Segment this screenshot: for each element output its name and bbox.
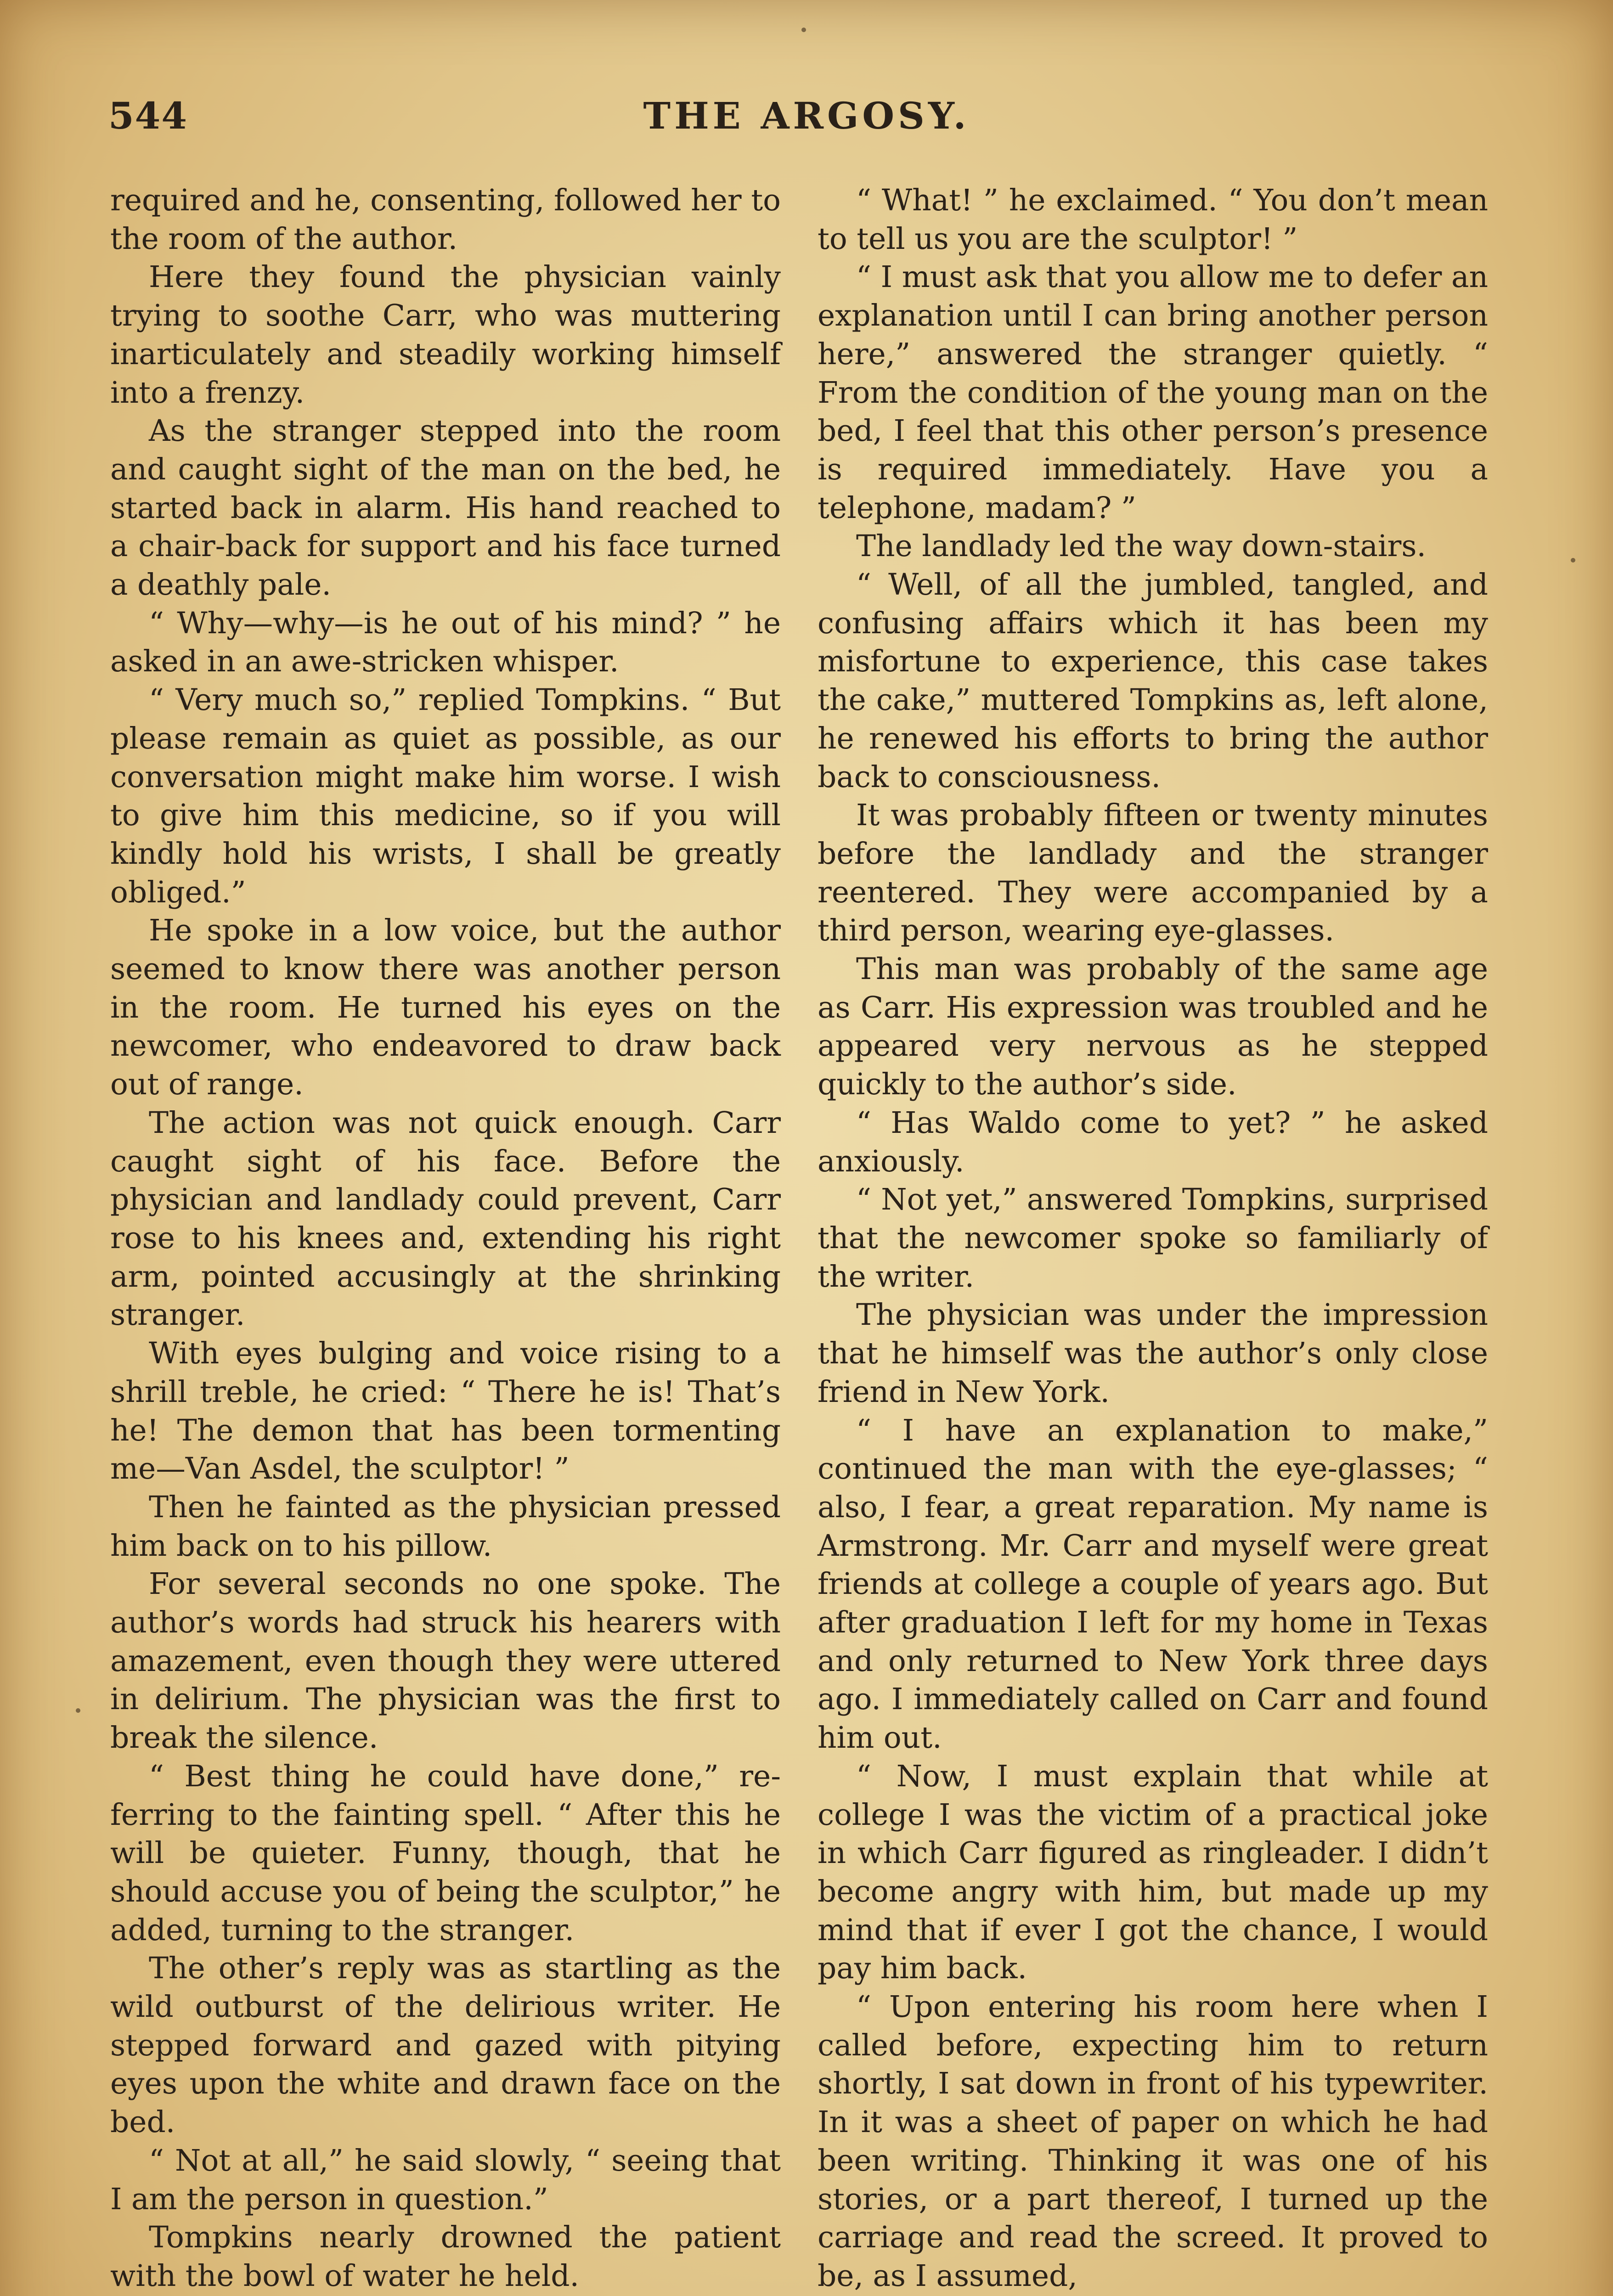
paragraph: Tompkins nearly drowned the patient with the bowl of water he held. [110, 2220, 781, 2293]
paragraph: “ What! ” he exclaimed. “ You don’t mean to tell us you are the sculptor! ” [818, 183, 1488, 256]
paragraph: “ Upon entering his room here when I called before, expecting him to return shortly, I sat down in front of his typewriter. In it was a sheet of paper on which he had been writing. Thinking it was one of his stories, or a part thereof, I turned up the carriage and read the screed. It proved to be, as I assumed, [818, 1990, 1488, 2293]
page-header [108, 94, 1505, 149]
paragraph: “ I have an explanation to make,” continued the man with the eye-glasses; “ also, I fear, a great reparation. My name is Armstrong. Mr. Carr and myself were great friends at college a couple of years ago. But after graduation I left for my home in Texas and only returned to New York three days ago. I immediately called on Carr and found him out. [818, 1413, 1488, 1756]
paragraph: required and he, consenting, followed her to the room of the author. [110, 183, 781, 256]
paragraph: “ Very much so,” replied Tompkins. “ But please remain as quiet as possible, as our conversation might make him worse. I wish to give him this medicine, so if you will kindly hold his wrists, I shall be greatly obliged.” [110, 683, 781, 910]
paper-fleck [76, 1708, 80, 1713]
paragraph: Here they found the physician vainly trying to soothe Carr, who was muttering inarticulately and steadily working himself into a frenzy. [110, 260, 781, 410]
paper-fleck [1571, 558, 1575, 563]
paragraph: This man was probably of the same age as Carr. His expression was troubled and he appeared very nervous as he stepped quickly to the author’s side. [818, 952, 1488, 1102]
paragraph: “ Well, of all the jumbled, tangled, and confusing affairs which it has been my misfortune to experience, this case takes the cake,” muttered Tompkins as, left alone, he renewed his efforts to bring the author back to consciousness. [818, 568, 1488, 794]
paragraph: “ Has Waldo come to yet? ” he asked anxiously. [818, 1105, 1488, 1179]
paragraph: Then he fainted as the physician pressed him back on to his pillow. [110, 1490, 781, 1563]
left-column [110, 181, 781, 2296]
paragraph: The action was not quick enough. Carr caught sight of his face. Before the physician and landlady could prevent, Carr rose to his knees and, extending his right arm, pointed accusingly at the shrinking stranger. [110, 1105, 781, 1333]
page-number: 544 [108, 94, 188, 137]
paragraph: The other’s reply was as startling as the wild outburst of the delirious writer. He stepped forward and gazed with pitying eyes upon the white and drawn face on the bed. [110, 1951, 781, 2140]
paragraph: “ Now, I must explain that while at college I was the victim of a practical joke in which Carr figured as ringleader. I didn’t become angry with him, but made up my mind that if ever I got the chance, I would pay him back. [818, 1759, 1488, 1986]
paragraph: “ Best thing he could have done,” referring to the fainting spell. “ After this he will be quieter. Funny, though, that he should accuse you of being the sculptor,” he added, turning to the stranger. [110, 1759, 781, 1947]
right-column [818, 181, 1488, 2296]
paragraph: It was probably fifteen or twenty minutes before the landlady and the stranger reentered. They were accompanied by a third person, wearing eye-glasses. [818, 798, 1488, 948]
paragraph: With eyes bulging and voice rising to a shrill treble, he cried: “ There he is! That’s he! The demon that has been tormenting me—Van Asdel, the sculptor! ” [110, 1336, 781, 1486]
paper-fleck [801, 28, 806, 32]
paragraph: The physician was under the impression that he himself was the author’s only close friend in New York. [818, 1298, 1488, 1409]
paragraph: For several seconds no one spoke. The author’s words had struck his hearers with amazement, even though they were uttered in delirium. The physician was the first to break the silence. [110, 1567, 781, 1756]
running-head: THE ARGOSY. [643, 94, 970, 137]
paragraph: The landlady led the way down-stairs. [856, 529, 1426, 564]
paragraph: “ Not yet,” answered Tompkins, surprised that the newcomer spoke so familiarly of the writer. [818, 1182, 1488, 1294]
paragraph: “ Not at all,” he said slowly, “ seeing that I am the person in question.” [110, 2143, 781, 2217]
paragraph: “ I must ask that you allow me to defer an explanation until I can bring another person here,” answered the stranger quietly. “ From the condition of the young man on the bed, I feel that this other person’s presence is required immediately. Have you a telephone, madam? ” [818, 260, 1488, 525]
paragraph: “ Why—why—is he out of his mind? ” he asked in an awe-stricken whisper. [110, 606, 781, 679]
paragraph: As the stranger stepped into the room and caught sight of the man on the bed, he started back in alarm. His hand reached to a chair-back for support and his face turned a deathly pale. [110, 414, 781, 602]
paragraph: He spoke in a low voice, but the author seemed to know there was another person in the room. He turned his eyes on the newcomer, who endeavored to draw back out of range. [110, 913, 781, 1102]
